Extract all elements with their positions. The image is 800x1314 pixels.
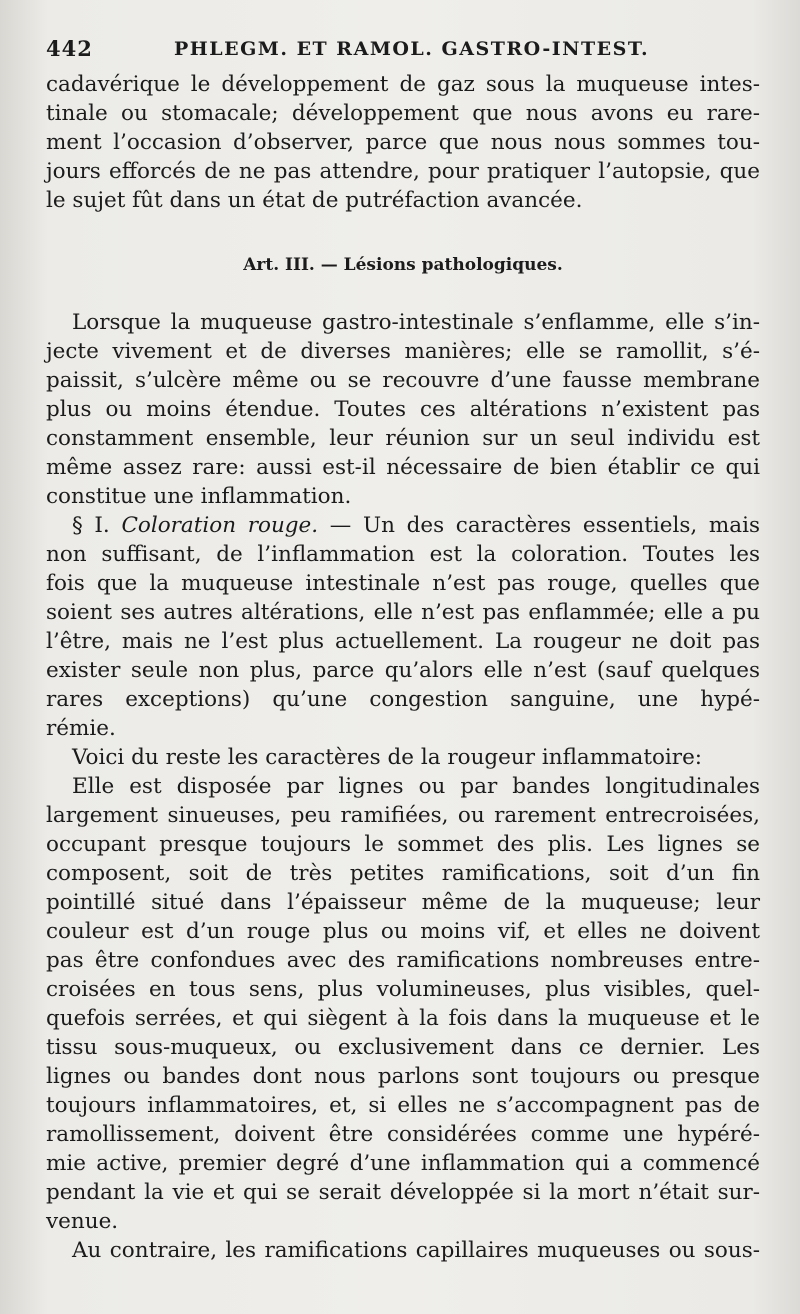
text-line: soient ses autres altérations, elle n’est pas enflammée; elle a pu — [46, 600, 760, 625]
text-line: tissu sous-muqueux, ou exclusivement dans ce dernier. Les — [46, 1035, 760, 1060]
text-line: mie active, premier degré d’une inflammation qui a commencé — [46, 1151, 760, 1176]
text-line: jecte vivement et de diverses manières; elle se ramollit, s’é- — [46, 339, 760, 364]
text-line: pas être confondues avec des ramifications nombreuses entre- — [46, 948, 760, 973]
running-title: PHLEGM. ET RAMOL. GASTRO-INTEST. — [174, 38, 650, 60]
text-line: jours efforcés de ne pas attendre, pour pratiquer l’autopsie, que — [46, 159, 760, 184]
text-line: couleur est d’un rouge plus ou moins vif, et elles ne doivent — [46, 919, 760, 944]
text-line: rares exceptions) qu’une congestion sanguine, une hypé- — [46, 687, 760, 712]
page-header — [46, 36, 760, 70]
text-line: non suffisant, de l’inflammation est la coloration. Toutes les — [46, 542, 760, 567]
text-line: quefois serrées, et qui siègent à la fois dans la muqueuse et le — [46, 1006, 760, 1031]
text-line: pointillé situé dans l’épaisseur même de la muqueuse; leur — [46, 890, 760, 915]
subsection-title: Coloration rouge. — [121, 513, 319, 538]
text-line: venue. — [46, 1209, 119, 1234]
text-line: composent, soit de très petites ramifications, soit d’un fin — [46, 861, 760, 886]
section-title: Art. III. — Lésions pathologiques. — [243, 255, 563, 275]
text-line: plus ou moins étendue. Toutes ces altérations n’existent pas — [46, 397, 760, 422]
text-line: croisées en tous sens, plus volumineuses, plus visibles, quel- — [46, 977, 760, 1002]
text-line: ment l’occasion d’observer, parce que nous nous sommes tou- — [46, 130, 760, 155]
text-line: toujours inflammatoires, et, si elles ne s’accompagnent pas de — [46, 1093, 760, 1118]
text-line: Voici du reste les caractères de la rougeur inflammatoire: — [72, 745, 703, 770]
text-line: occupant presque toujours le sommet des plis. Les lignes se — [46, 832, 760, 857]
text-line: même assez rare: aussi est-il nécessaire de bien établir ce qui — [46, 455, 760, 480]
text-line: largement sinueuses, peu ramifiées, ou rarement entrecroisées, — [46, 803, 760, 828]
text-line: constitue une inflammation. — [46, 484, 352, 509]
text-line: § I. Coloration rouge. — Un des caractères essentiels, mais — [72, 513, 761, 538]
text-line: Elle est disposée par lignes ou par bandes longitudinales — [72, 774, 760, 799]
text-line: le sujet fût dans un état de putréfaction avancée. — [46, 188, 583, 213]
text-line: lignes ou bandes dont nous parlons sont toujours ou presque — [46, 1064, 760, 1089]
text-line: ramollissement, doivent être considérées comme une hypéré- — [46, 1122, 760, 1147]
text-line: Au contraire, les ramifications capillaires muqueuses ou sous- — [72, 1238, 760, 1263]
text-line: cadavérique le développement de gaz sous la muqueuse intes- — [46, 72, 760, 97]
page-number: 442 — [46, 36, 93, 61]
text-line: fois que la muqueuse intestinale n’est pas rouge, quelles que — [46, 571, 760, 596]
text-line: l’être, mais ne l’est plus actuellement. La rougeur ne doit pas — [46, 629, 760, 654]
text-line: tinale ou stomacale; développement que nous avons eu rare- — [46, 101, 760, 126]
text-line: Lorsque la muqueuse gastro-intestinale s’enflamme, elle s’in- — [72, 310, 760, 335]
text-line: constamment ensemble, leur réunion sur un seul individu est — [46, 426, 760, 451]
text-line: pendant la vie et qui se serait développée si la mort n’était sur- — [46, 1180, 760, 1205]
text-line: paissit, s’ulcère même ou se recouvre d’une fausse membrane — [46, 368, 760, 393]
text-line: exister seule non plus, parce qu’alors elle n’est (sauf quelques — [46, 658, 760, 683]
text-line: rémie. — [46, 716, 116, 741]
